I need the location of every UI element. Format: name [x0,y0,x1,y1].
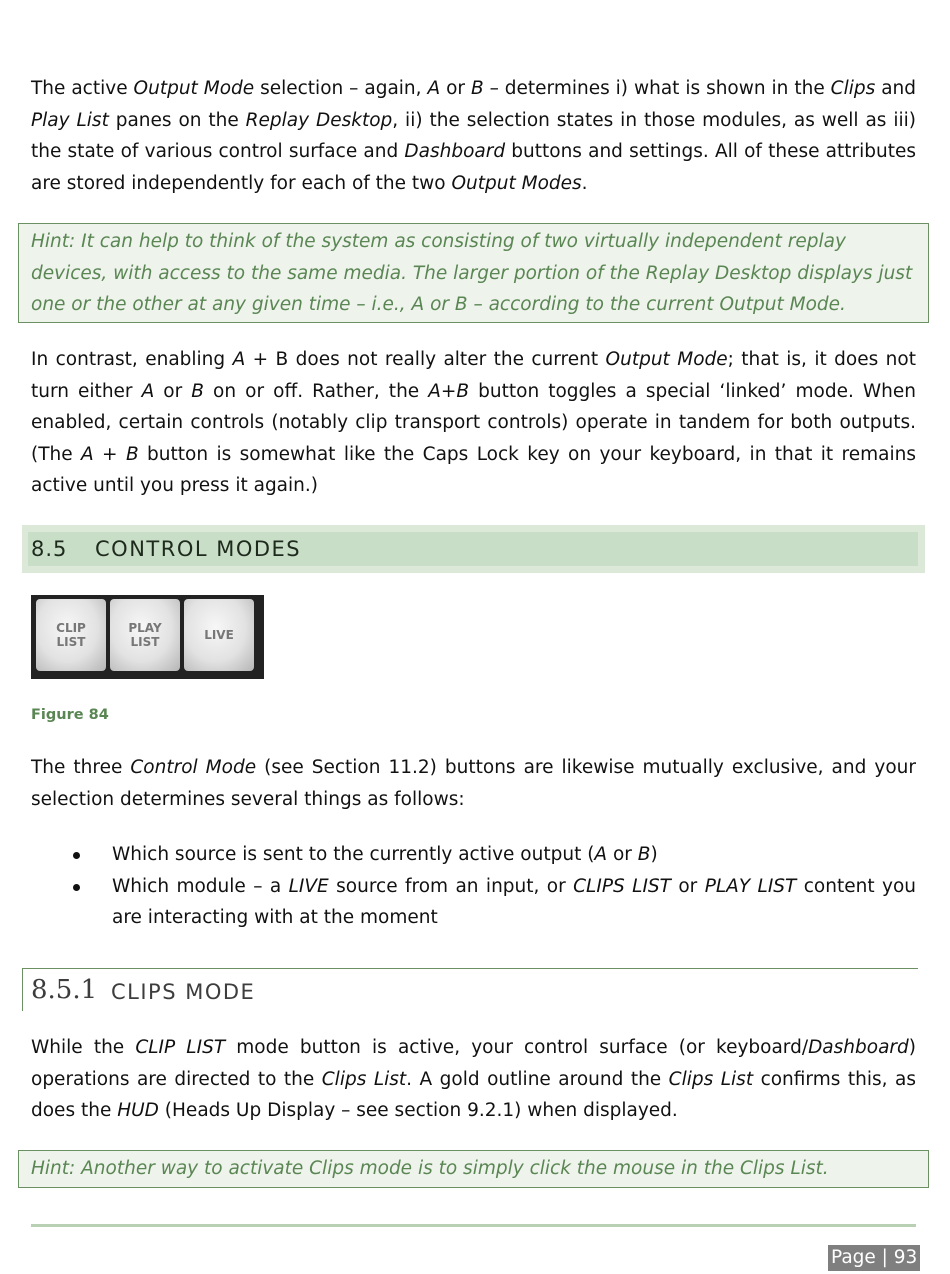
subsection-left-rule [22,968,23,1011]
control-mode-buttons-photo [31,595,264,679]
intro-paragraph: The active Output Mode selection – again, A or B – determines i) what is shown in the Clips and Play List panes on the Replay Desktop, ii) the selection states in those modules, as well as iii) the state of various control surface and Dashboard buttons and settings. All of these attributes are stored independently for each of the two Output Modes. [31,78,916,194]
live-key: LIVE [184,599,254,671]
control-mode-paragraph: The three Control Mode (see Section 11.2) buttons are likewise mutually exclusive, and your selection determines several things as follows: [31,757,916,810]
clip-list-key: CLIP LIST [36,599,106,671]
play-list-key: PLAY LIST [110,599,180,671]
figure-caption: Figure 84 [31,707,109,723]
list-item [31,839,916,871]
hint-box-replay-devices: Hint: It can help to think of the system as consisting of two virtually independent replay devices, with access to the same media. The larger portion of the Replay Desktop displays just one or the other at any given time – i.e., A or B – according to the current Output Mode. [18,223,929,323]
section-number: 8.5 [31,537,68,561]
footer-rule [31,1224,916,1227]
bullet-text: Which module – a LIVE source from an input, or CLIPS LIST or PLAY LIST content you are interacting with at the moment [112,875,916,928]
bullet-list [31,839,916,934]
list-item [31,871,916,934]
subsection-number: 8.5.1 [31,975,98,1005]
subsection-title: CLIPS MODE [111,980,256,1004]
section-title: CONTROL MODES [95,537,302,561]
hint-box-clips-mode: Hint: Another way to activate Clips mode is to simply click the mouse in the Clips List. [18,1150,929,1188]
subsection-rule [22,968,918,969]
bullet-text: Which source is sent to the currently active output (A or B) [112,844,658,865]
clips-mode-paragraph: While the CLIP LIST mode button is active, your control surface (or keyboard/Dashboard) operations are directed to the Clips List. A gold outline around the Clips List confirms this, as does the HUD (Heads Up Display – see section 9.2.1) when displayed. [31,1037,916,1121]
bullet-dot-icon [73,884,80,891]
bullet-dot-icon [73,852,80,859]
page-number-label: Page | 93 [828,1245,920,1271]
a-plus-b-paragraph: In contrast, enabling A + B does not really alter the current Output Mode; that is, it does not turn either A or B on or off. Rather, the A+B button toggles a special ‘linked’ mode. When enabled, certain controls (notably clip transport controls) operate in tandem for both outputs. (The A + B button is somewhat like the Caps Lock key on your keyboard, in that it remains active until you press it again.) [31,349,917,496]
